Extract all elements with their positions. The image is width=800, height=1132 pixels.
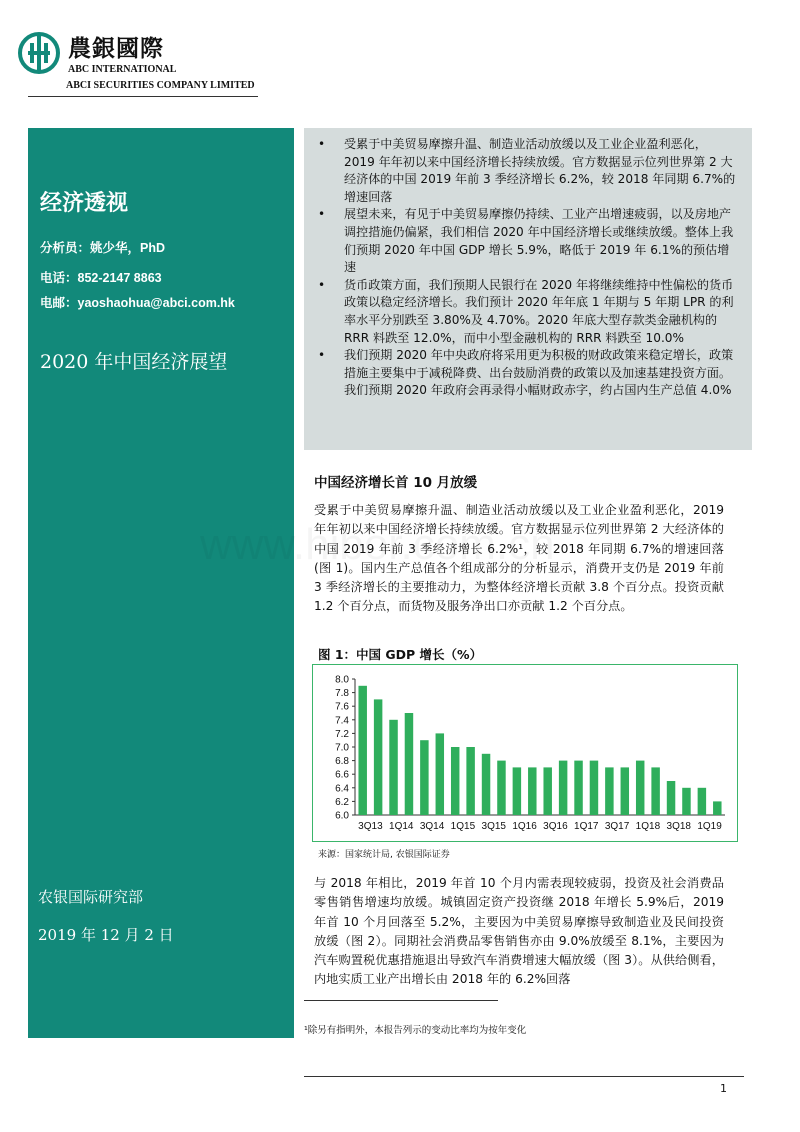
analyst-email[interactable]: 电邮：yaoshaohua@abci.com.hk xyxy=(40,296,235,310)
bar-3Q16 xyxy=(543,767,551,815)
summary-list xyxy=(316,136,736,400)
bar-3Q13 xyxy=(358,686,366,815)
department: 农银国际研究部 xyxy=(38,888,144,906)
summary-item xyxy=(316,347,736,400)
footnote-divider xyxy=(304,1000,498,1001)
bullet-icon: • xyxy=(318,207,326,222)
bar-3Q14 xyxy=(420,740,428,815)
y-tick-label: 8.0 xyxy=(335,674,349,686)
figure-title: 图 1：中国 GDP 增长（%） xyxy=(318,647,483,662)
footer-divider xyxy=(304,1076,744,1077)
x-tick-label: 3Q16 xyxy=(543,821,568,832)
bullet-icon: • xyxy=(318,277,326,292)
bar-2Q19 xyxy=(713,801,721,815)
y-tick-label: 6.2 xyxy=(335,796,349,808)
x-tick-label: 1Q19 xyxy=(697,821,722,832)
x-tick-label: 3Q15 xyxy=(481,821,506,832)
bar-4Q13 xyxy=(374,699,382,815)
y-tick-label: 7.0 xyxy=(335,742,349,754)
bar-2Q16 xyxy=(528,767,536,815)
company-logo xyxy=(18,30,278,100)
summary-item xyxy=(316,136,736,206)
bar-4Q15 xyxy=(497,761,505,815)
y-tick-label: 7.4 xyxy=(335,715,349,727)
x-tick-label: 3Q14 xyxy=(419,821,445,832)
report-title: 2020 年中国经济展望 xyxy=(40,351,228,373)
x-tick-label: 1Q15 xyxy=(450,821,476,832)
y-tick-label: 7.6 xyxy=(335,701,349,713)
x-tick-label: 3Q18 xyxy=(666,821,691,832)
summary-text: 受累于中美贸易摩擦升温、制造业活动放缓以及工业企业盈利恶化，2019 年年初以来中国经济增长持续放缓。官方数据显示位列世界第 2 大经济体的中国 2019 年前 3 季经济增长 6.2%，较 2018 年同期 6.7%的增速回落 xyxy=(344,137,736,204)
figure-source: 来源：国家统计局, 农银国际证券 xyxy=(318,850,450,860)
bar-4Q14 xyxy=(436,733,444,815)
summary-box xyxy=(304,128,752,450)
bar-4Q16 xyxy=(559,761,567,815)
y-tick-label: 6.8 xyxy=(335,756,349,768)
report-category: 经济透视 xyxy=(40,190,129,216)
bar-3Q15 xyxy=(482,754,490,815)
x-tick-label: 1Q17 xyxy=(574,821,599,832)
x-tick-label: 1Q18 xyxy=(635,821,661,832)
bar-1Q19 xyxy=(698,788,706,815)
bar-1Q16 xyxy=(513,767,521,815)
bar-3Q17 xyxy=(605,767,613,815)
report-date: 2019 年 12 月 2 日 xyxy=(38,926,174,944)
bar-2Q17 xyxy=(590,761,598,815)
page-number: 1 xyxy=(720,1082,727,1095)
x-tick-label: 3Q13 xyxy=(358,821,383,832)
sidebar xyxy=(28,128,294,1038)
bar-4Q18 xyxy=(682,788,690,815)
logo-company-name: ABCI SECURITIES COMPANY LIMITED xyxy=(66,80,255,91)
footnote: ¹除另有指明外，本报告列示的变动比率均为按年变化 xyxy=(304,1025,527,1036)
header-divider xyxy=(28,96,258,97)
analyst-name: 分析员：姚少华，PhD xyxy=(40,241,166,255)
logo-english-name: ABC INTERNATIONAL xyxy=(68,64,177,75)
summary-text: 我们预期 2020 年中央政府将采用更为积极的财政政策来稳定增长，政策措施主要集中于减税降费、出台鼓励消费的政策以及加速基建投资方面。我们预期 2020 年政府会再录得小幅财政赤字，约占国内生产总值 4.0% xyxy=(344,348,734,398)
bar-4Q17 xyxy=(621,767,629,815)
body-paragraph: 与 2018 年相比，2019 年首 10 个月内需表现较疲弱，投资及社会消费品零售销售增速均放缓。城镇固定资产投资继 2018 年增长 5.9%后，2019 年首 10 个月回落至 5.2%，主要因为中美贸易摩擦导致制造业及民间投资放缓（图 2）。同期社会消费品零售销售亦由 9.0%放缓至 8.1%，主要因为汽车购置税优惠措施退出导致汽车消费增速大幅放缓（图 3）。从供给侧看，内地实质工业产出增长由 2018 年的 6.2%回落 xyxy=(314,876,724,987)
x-tick-label: 1Q14 xyxy=(389,821,414,832)
x-tick-label: 3Q17 xyxy=(604,821,630,832)
gdp-bar-chart xyxy=(313,665,736,840)
bar-1Q17 xyxy=(574,761,582,815)
y-tick-label: 6.0 xyxy=(335,810,349,822)
bar-2Q18 xyxy=(651,767,659,815)
y-tick-label: 6.4 xyxy=(335,783,349,795)
y-tick-label: 7.8 xyxy=(335,688,349,700)
chart-frame xyxy=(312,664,738,842)
section-title: 中国经济增长首 10 月放缓 xyxy=(314,475,478,491)
bar-3Q18 xyxy=(667,781,675,815)
summary-text: 展望未来，有见于中美贸易摩擦仍持续、工业产出增速疲弱，以及房地产调控措施仍偏紧，我们相信 2020 年中国经济增长或继续放缓。整体上我们预期 2020 年中国 GDP 增长 5.9%，略低于 2019 年 6.1%的预估增速 xyxy=(344,207,734,275)
y-tick-label: 6.6 xyxy=(335,769,349,781)
body-paragraph: 受累于中美贸易摩擦升温、制造业活动放缓以及工业企业盈利恶化，2019 年年初以来中国经济增长持续放缓。官方数据显示位列世界第 2 大经济体的中国 2019 年前 3 季经济增长 6.2%¹，较 2018 年同期 6.7%的增速回落(图 1)。国内生产总值各个组成部分的分析显示，消费开支仍是 2019 年前 3 季经济增长的主要推动力，为整体经济增长贡献 3.8 个百分点。投资贡献 1.2 个百分点，而货物及服务净出口亦贡献 1.2 个百分点。 xyxy=(314,503,724,614)
x-tick-label: 1Q16 xyxy=(512,821,537,832)
summary-item xyxy=(316,277,736,347)
bar-1Q14 xyxy=(389,720,397,815)
logo-chinese-name: 農銀國際 xyxy=(68,35,164,62)
bar-2Q15 xyxy=(466,747,474,815)
summary-item xyxy=(316,206,736,276)
bar-2Q14 xyxy=(405,713,413,815)
bar-1Q18 xyxy=(636,761,644,815)
summary-text: 货币政策方面，我们预期人民银行在 2020 年将继续维持中性偏松的货币政策以稳定经济增长。我们预计 2020 年年底 1 年期与 5 年期 LPR 的利率水平分别跌至 3.80%及 4.70%。2020 年底大型存款类金融机构的 RRR 料跌至 12.0%，而中小型金融机构的 RRR 料跌至 10.0% xyxy=(344,277,734,345)
analyst-phone: 电话：852-2147 8863 xyxy=(40,271,162,285)
y-tick-label: 7.2 xyxy=(335,728,349,740)
bullet-icon: • xyxy=(318,137,326,151)
abc-logo-icon xyxy=(18,32,60,74)
bar-1Q15 xyxy=(451,747,459,815)
bullet-icon: • xyxy=(318,348,326,363)
